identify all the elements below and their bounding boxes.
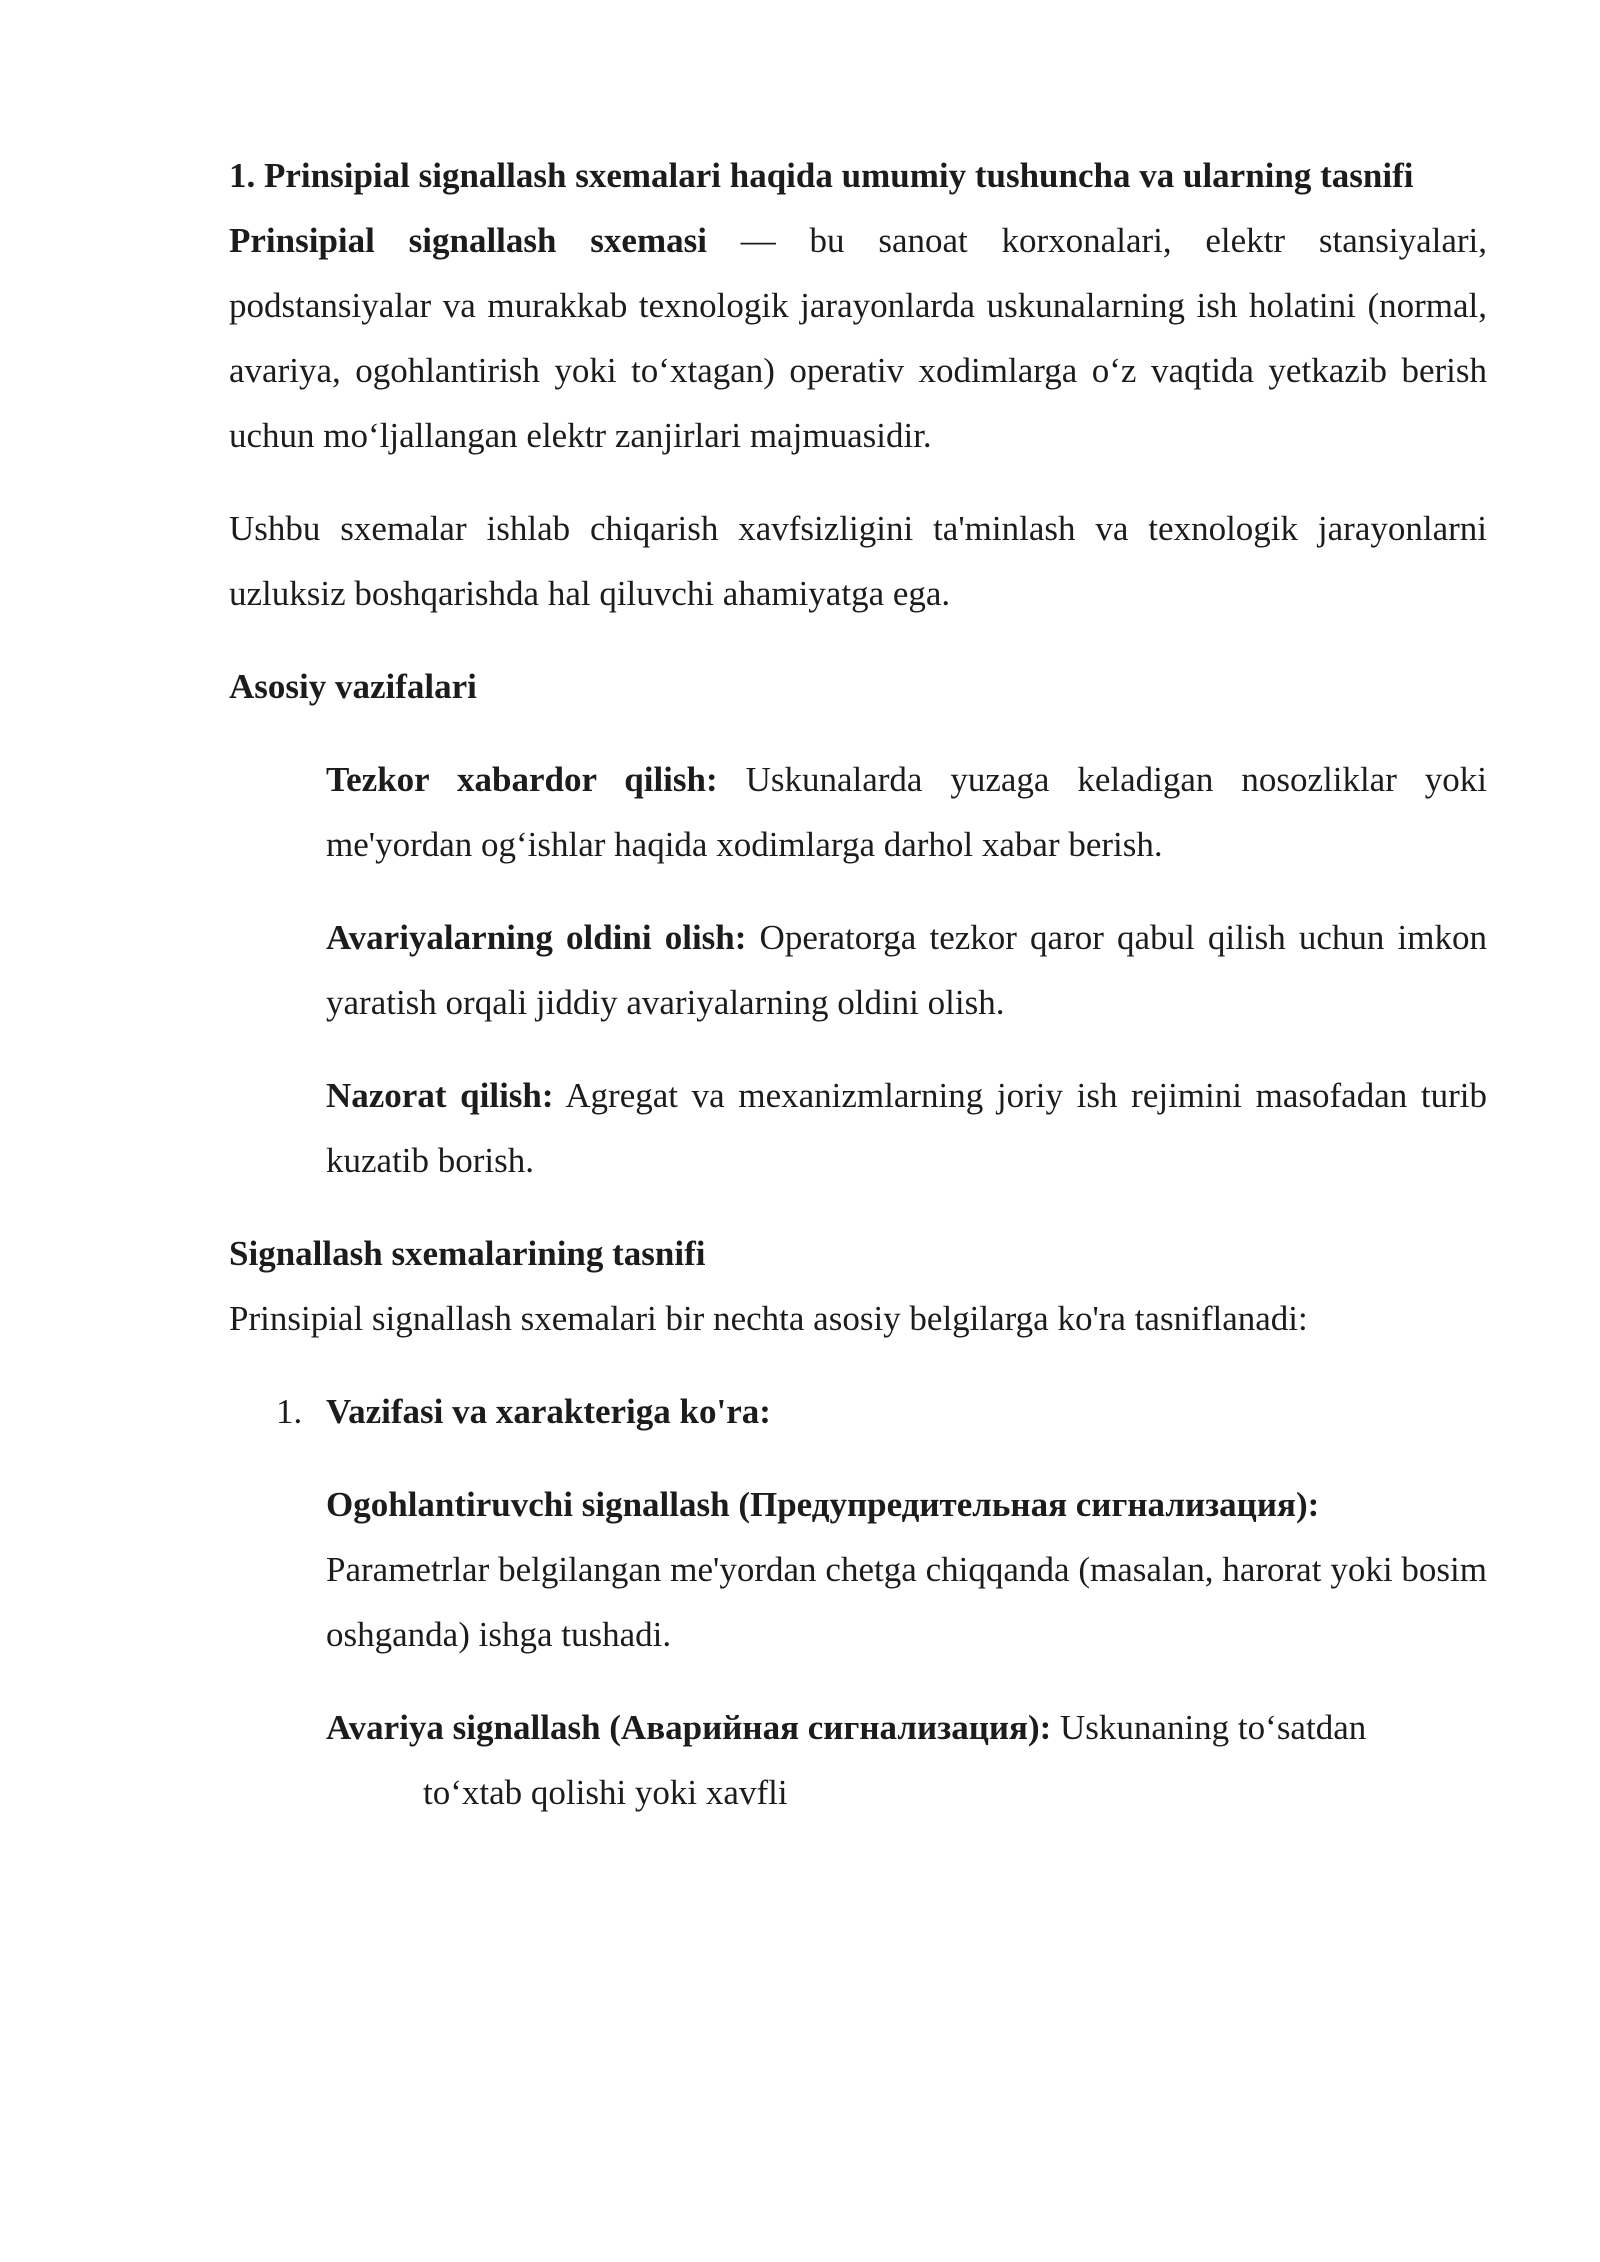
- classification-heading: Signallash sxemalarining tasnifi: [229, 1234, 706, 1273]
- type-item: [326, 1472, 1487, 1667]
- type-item: [326, 1695, 1487, 1825]
- definition-term: Prinsipial signallash sxemasi: [229, 221, 707, 260]
- task-text: Operatorga tezkor qaror qabul qilish uchun imkon yaratish orqali jiddiy avariyalarning oldini olish.: [326, 918, 1487, 1022]
- task-text: Agregat va mexanizmlarning joriy ish rejimini masofadan turib kuzatib borish.: [326, 1076, 1487, 1180]
- type-text: Uskunaning to‘satdan: [1051, 1708, 1367, 1747]
- classification-intro: Prinsipial signallash sxemalari bir nechta asosiy belgilarga ko'ra tasniflanadi:: [229, 1299, 1308, 1338]
- type-label: Ogohlantiruvchi signallash (Предупредительная сигнализация):: [326, 1485, 1320, 1524]
- item-number: 1.: [276, 1392, 303, 1431]
- task-label: Nazorat qilish:: [326, 1076, 554, 1115]
- type-text-continuation: to‘xtab qolishi yoki xavfli: [423, 1773, 788, 1812]
- task-text: Uskunalarda yuzaga keladigan nosozliklar yoki me'yordan og‘ishlar haqida xodimlarga darhol xabar berish.: [326, 760, 1487, 864]
- task-item: [326, 1063, 1487, 1193]
- task-label: Avariyalarning oldini olish:: [326, 918, 747, 957]
- task-label: Tezkor xabardor qilish:: [326, 760, 718, 799]
- numbered-item: [276, 1379, 1487, 1444]
- task-item: [326, 905, 1487, 1035]
- section-title: 1. Prinsipial signallash sxemalari haqida umumiy tushuncha va ularning tasnifi: [229, 156, 1414, 195]
- tasks-heading: Asosiy vazifalari: [229, 667, 477, 706]
- definition-paragraph: [229, 208, 1487, 468]
- task-item: [326, 747, 1487, 877]
- type-text: Parametrlar belgilangan me'yordan chetga chiqqanda (masalan, harorat yoki bosim oshganda) ishga tushadi.: [326, 1550, 1487, 1654]
- definition-text: — bu sanoat korxonalari, elektr stansiyalari, podstansiyalar va murakkab texnologik jarayonlarda uskunalarning ish holatini (normal, avariya, ogohlantirish yoki to‘xtagan) operativ xodimlarga o‘z vaqtida yetkazib berish uchun mo‘ljallangan elektr zanjirlari majmuasidir.: [229, 221, 1487, 455]
- numbered-item-label: Vazifasi va xarakteriga ko'ra:: [326, 1392, 771, 1431]
- type-label: Avariya signallash (Аварийная сигнализация):: [326, 1708, 1052, 1747]
- document-page: [229, 143, 1487, 1825]
- importance-paragraph: Ushbu sxemalar ishlab chiqarish xavfsizligini ta'minlash va texnologik jarayonlarni uzluksiz boshqarishda hal qiluvchi ahamiyatga ega.: [229, 509, 1487, 613]
